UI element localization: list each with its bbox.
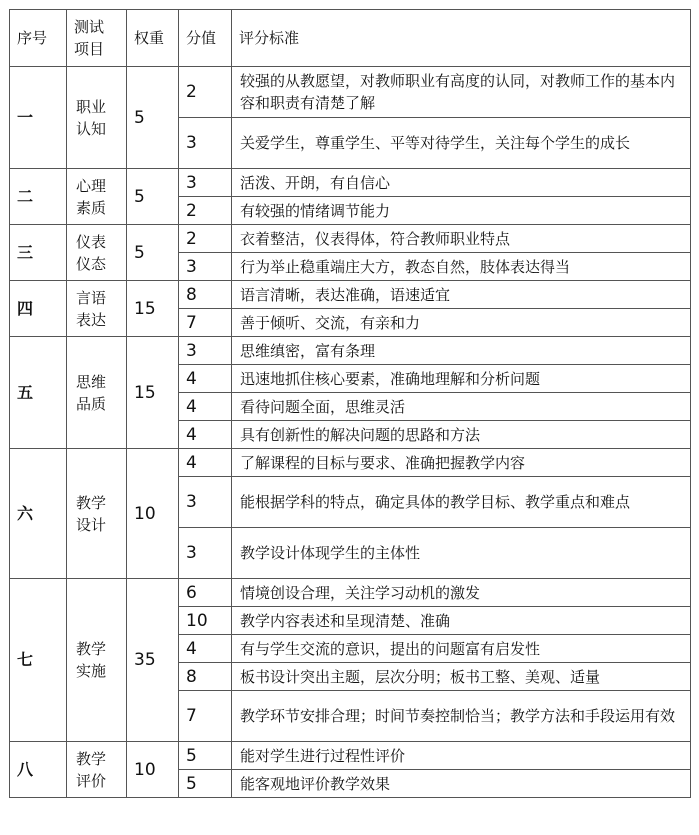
criterion-cell: 能对学生进行过程性评价	[232, 742, 691, 770]
criterion-cell: 具有创新性的解决问题的思路和方法	[232, 421, 691, 449]
score-cell: 3	[179, 253, 232, 281]
table-body	[10, 67, 691, 798]
weight-cell: 35	[127, 579, 179, 742]
criterion-cell: 教学内容表述和呈现清楚、准确	[232, 607, 691, 635]
table-row	[10, 742, 691, 770]
score-cell: 4	[179, 449, 232, 477]
score-cell: 8	[179, 281, 232, 309]
header-index: 序号	[10, 10, 67, 67]
criterion-cell: 语言清晰，表达准确，语速适宜	[232, 281, 691, 309]
score-cell: 5	[179, 742, 232, 770]
score-cell: 2	[179, 67, 232, 118]
criterion-cell: 较强的从教愿望，对教师职业有高度的认同，对教师工作的基本内容和职责有清楚了解	[232, 67, 691, 118]
test-item-cell: 教学 评价	[67, 742, 127, 798]
score-cell: 4	[179, 421, 232, 449]
score-cell: 3	[179, 337, 232, 365]
row-index-cell: 三	[10, 225, 67, 281]
weight-cell: 10	[127, 449, 179, 579]
score-cell: 10	[179, 607, 232, 635]
table-row	[10, 67, 691, 118]
test-item-cell: 职业 认知	[67, 67, 127, 169]
criterion-cell: 行为举止稳重端庄大方，教态自然，肢体表达得当	[232, 253, 691, 281]
criterion-cell: 有与学生交流的意识，提出的问题富有启发性	[232, 635, 691, 663]
test-item-cell: 教学 实施	[67, 579, 127, 742]
criterion-cell: 板书设计突出主题，层次分明；板书工整、美观、适量	[232, 663, 691, 691]
score-cell: 7	[179, 691, 232, 742]
weight-cell: 5	[127, 169, 179, 225]
score-cell: 3	[179, 477, 232, 528]
table-row	[10, 225, 691, 253]
score-cell: 8	[179, 663, 232, 691]
row-index-cell: 五	[10, 337, 67, 449]
criterion-cell: 关爱学生，尊重学生、平等对待学生，关注每个学生的成长	[232, 118, 691, 169]
criterion-cell: 活泼、开朗，有自信心	[232, 169, 691, 197]
test-item-cell: 言语 表达	[67, 281, 127, 337]
score-cell: 7	[179, 309, 232, 337]
criterion-cell: 迅速地抓住核心要素，准确地理解和分析问题	[232, 365, 691, 393]
scoring-table	[9, 9, 691, 798]
header-score: 分值	[179, 10, 232, 67]
criterion-cell: 衣着整洁，仪表得体，符合教师职业特点	[232, 225, 691, 253]
score-cell: 6	[179, 579, 232, 607]
weight-cell: 5	[127, 225, 179, 281]
criterion-cell: 教学环节安排合理；时间节奏控制恰当；教学方法和手段运用有效	[232, 691, 691, 742]
score-cell: 3	[179, 118, 232, 169]
test-item-cell: 教学 设计	[67, 449, 127, 579]
test-item-cell: 仪表 仪态	[67, 225, 127, 281]
criterion-cell: 了解课程的目标与要求、准确把握教学内容	[232, 449, 691, 477]
row-index-cell: 一	[10, 67, 67, 169]
score-cell: 4	[179, 635, 232, 663]
header-weight: 权重	[127, 10, 179, 67]
weight-cell: 15	[127, 281, 179, 337]
table-row	[10, 449, 691, 477]
score-cell: 3	[179, 528, 232, 579]
score-cell: 4	[179, 365, 232, 393]
criterion-cell: 看待问题全面，思维灵活	[232, 393, 691, 421]
test-item-cell: 心理 素质	[67, 169, 127, 225]
row-index-cell: 八	[10, 742, 67, 798]
weight-cell: 10	[127, 742, 179, 798]
criterion-cell: 思维缜密，富有条理	[232, 337, 691, 365]
table-row	[10, 579, 691, 607]
score-cell: 3	[179, 169, 232, 197]
criterion-cell: 教学设计体现学生的主体性	[232, 528, 691, 579]
row-index-cell: 二	[10, 169, 67, 225]
table-row	[10, 281, 691, 309]
row-index-cell: 六	[10, 449, 67, 579]
criterion-cell: 有较强的情绪调节能力	[232, 197, 691, 225]
criterion-cell: 情境创设合理，关注学习动机的激发	[232, 579, 691, 607]
header-row	[10, 10, 691, 67]
header-criterion: 评分标准	[232, 10, 691, 67]
header-item: 测试 项目	[67, 10, 127, 67]
table-row	[10, 169, 691, 197]
criterion-cell: 能根据学科的特点，确定具体的教学目标、教学重点和难点	[232, 477, 691, 528]
score-cell: 2	[179, 197, 232, 225]
table-row	[10, 337, 691, 365]
criterion-cell: 善于倾听、交流，有亲和力	[232, 309, 691, 337]
weight-cell: 5	[127, 67, 179, 169]
weight-cell: 15	[127, 337, 179, 449]
row-index-cell: 七	[10, 579, 67, 742]
test-item-cell: 思维 品质	[67, 337, 127, 449]
score-cell: 2	[179, 225, 232, 253]
criterion-cell: 能客观地评价教学效果	[232, 770, 691, 798]
row-index-cell: 四	[10, 281, 67, 337]
score-cell: 4	[179, 393, 232, 421]
score-cell: 5	[179, 770, 232, 798]
